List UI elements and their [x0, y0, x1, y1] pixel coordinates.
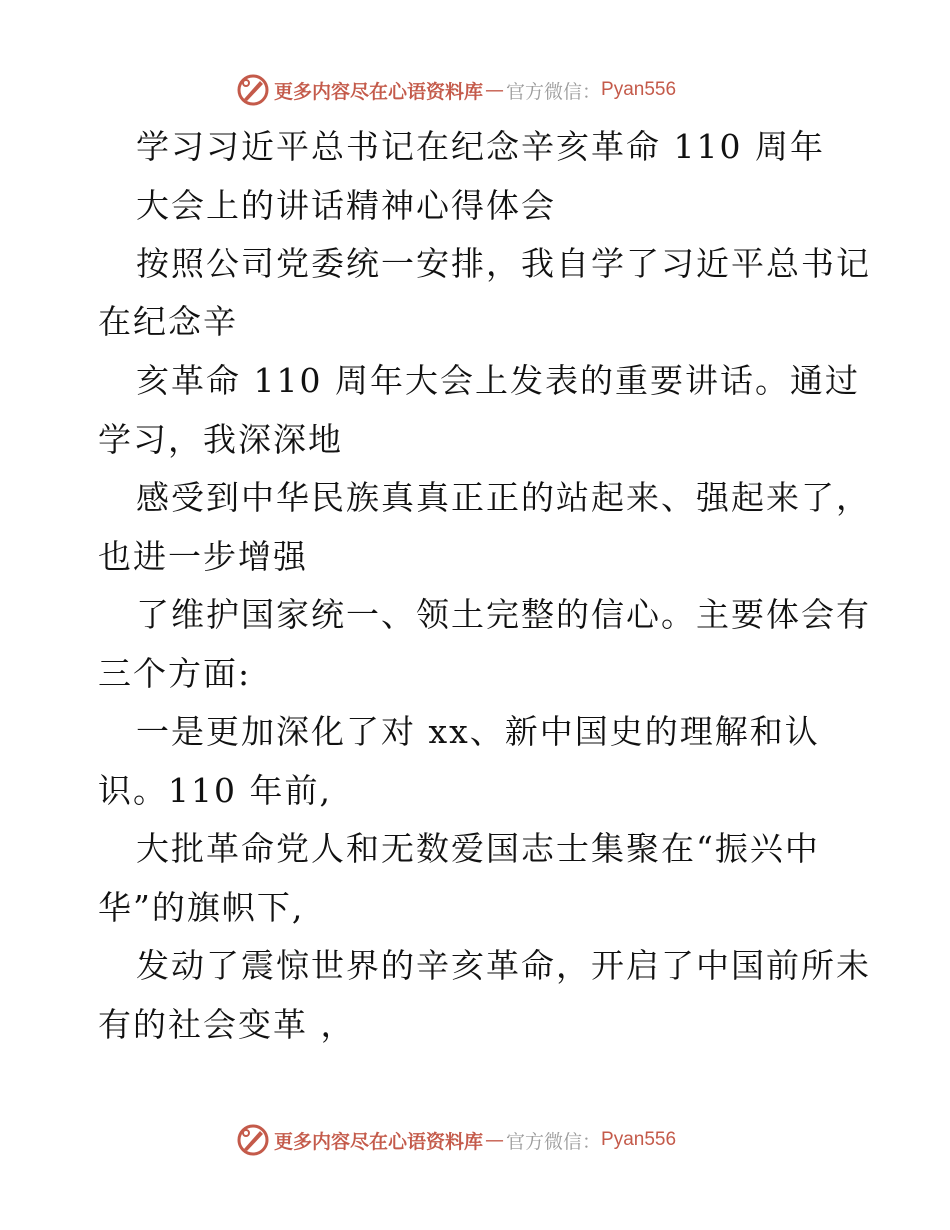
paragraph-line: 按照公司党委统一安排，我自学了习近平总书记: [136, 244, 871, 283]
title-line-1: 学习习近平总书记在纪念辛亥革命 110 周年: [136, 127, 825, 166]
watermark-label: 官方微信：: [506, 1130, 602, 1153]
quill-pen-logo-icon: [236, 1123, 270, 1157]
paragraph-line: 亥革命 110 周年大会上发表的重要讲话。通过: [136, 361, 860, 400]
title-line-2: 大会上的讲话精神心得体会: [136, 186, 556, 225]
paragraph-line: 了维护国家统一、领土完整的信心。主要体会有: [136, 595, 871, 634]
watermark-wechat-id: Pyan556: [601, 79, 677, 100]
paragraph-line: 发动了震惊世界的辛亥革命，开启了中国前所未: [136, 946, 871, 985]
paragraph-line: 识。110 年前,: [98, 771, 332, 810]
header-watermark: [236, 72, 676, 108]
paragraph-line: 一是更加深化了对 xx、新中国史的理解和认: [136, 712, 820, 751]
paragraph-line: 三个方面:: [98, 654, 252, 693]
paragraph-line: 华”的旗帜下,: [98, 888, 305, 927]
footer-watermark: [236, 1122, 676, 1158]
watermark-separator: —: [485, 79, 505, 101]
watermark-main-text: 更多内容尽在心语资料库: [274, 1130, 484, 1153]
watermark-wechat-id: Pyan556: [601, 1129, 677, 1150]
watermark-separator: —: [485, 1129, 505, 1151]
paragraph-line: 大批革命党人和无数爱国志士集聚在“振兴中: [136, 829, 820, 868]
paragraph-line: 也进一步增强: [98, 537, 308, 576]
watermark-main-text: 更多内容尽在心语资料库: [274, 80, 484, 103]
paragraph-line: 有的社会变革 ，: [98, 1005, 356, 1044]
watermark-label: 官方微信：: [506, 80, 602, 103]
quill-pen-logo-icon: [236, 73, 270, 107]
paragraph-line: 在纪念辛: [98, 302, 238, 341]
paragraph-line: 学习，我深深地: [98, 420, 343, 459]
paragraph-line: 感受到中华民族真真正正的站起来、强起来了，: [136, 478, 871, 517]
